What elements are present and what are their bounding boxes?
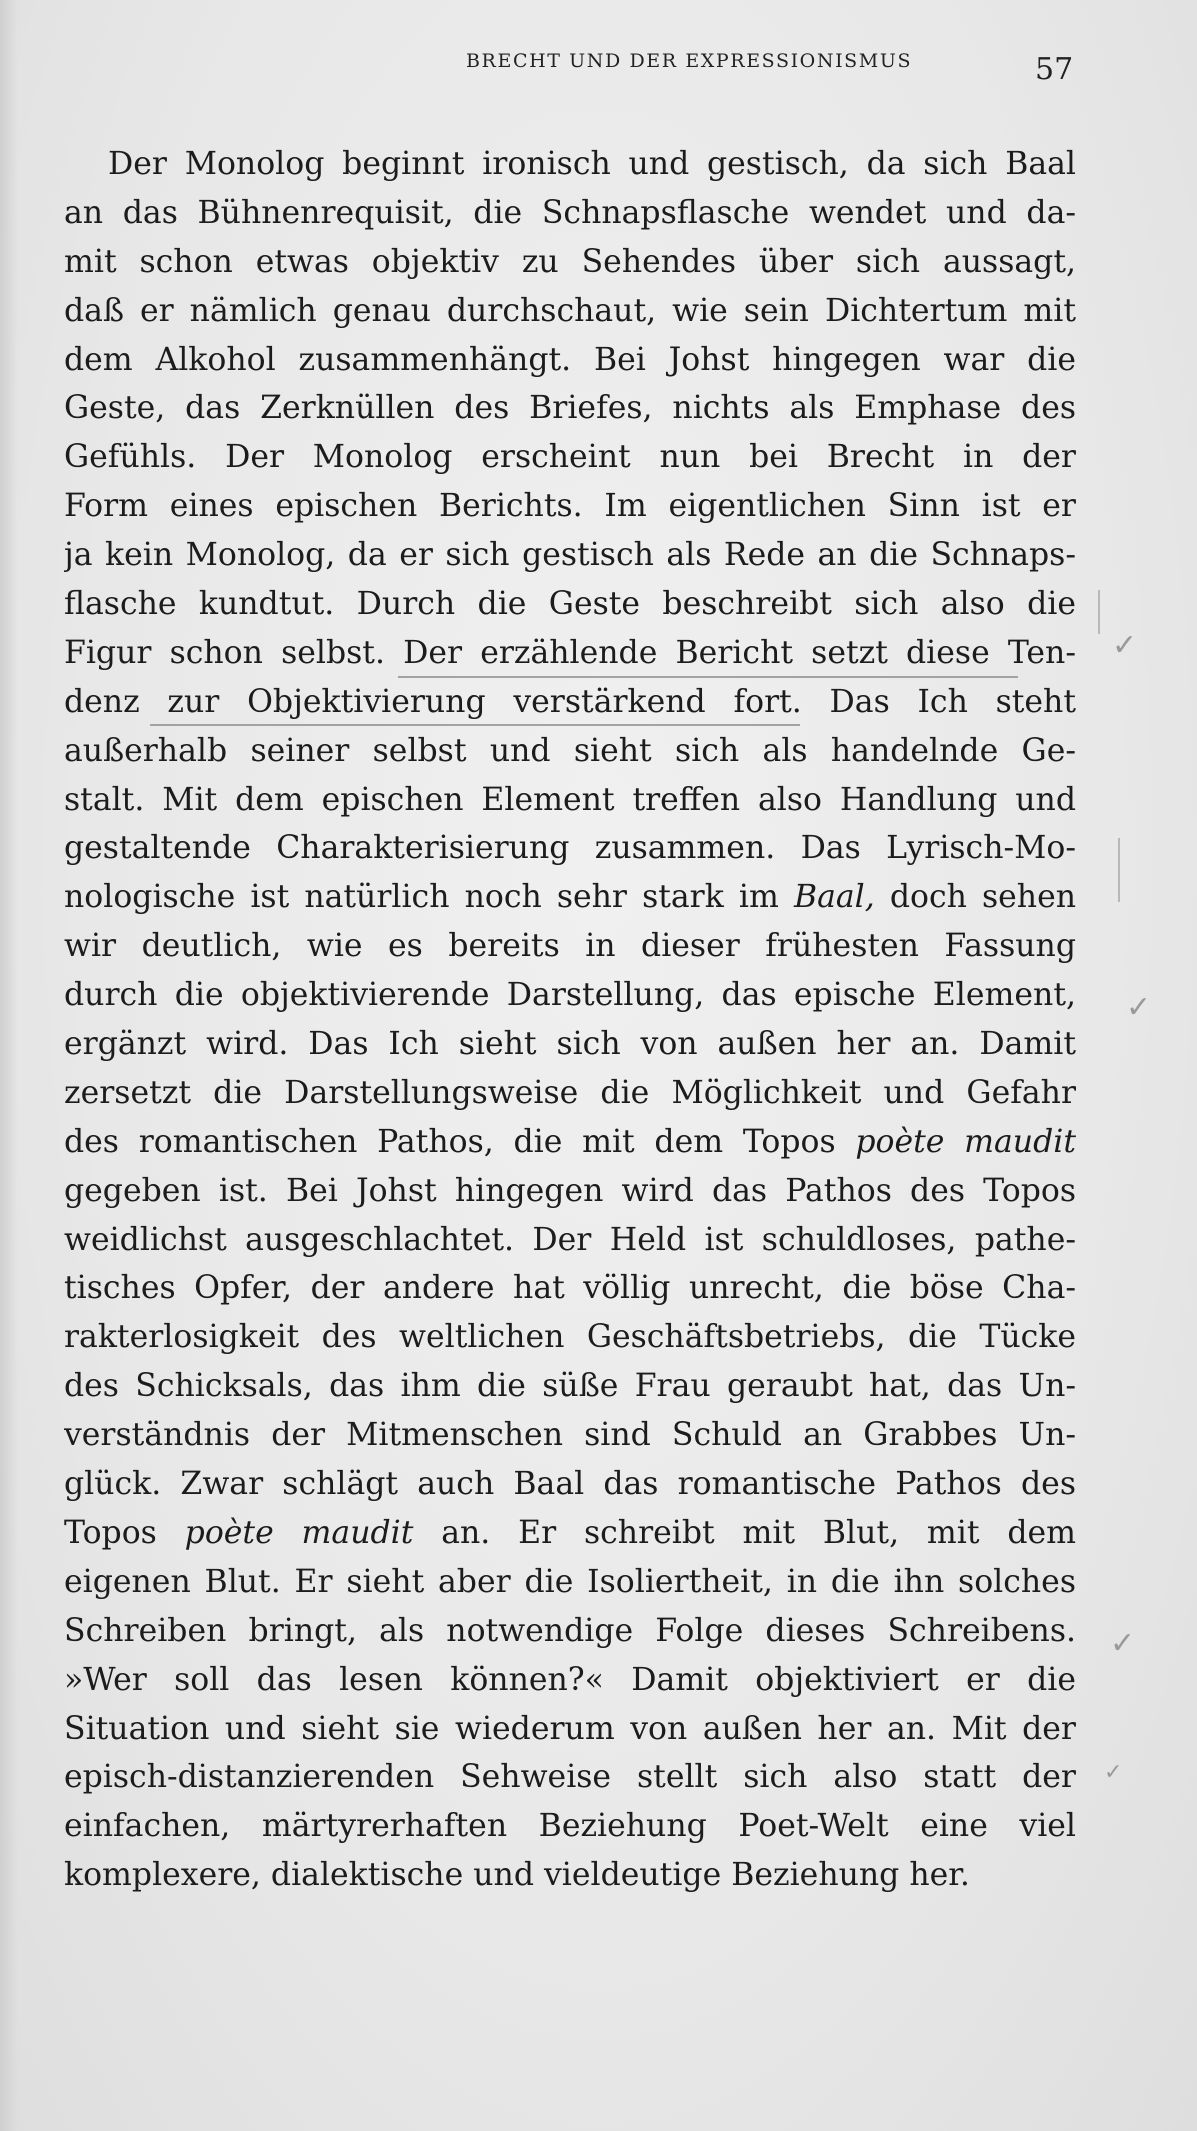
text-segment: nologische ist natürlich noch sehr stark im: [64, 879, 794, 916]
running-head: BRECHT UND DER EXPRESSIONISMUS: [466, 50, 913, 72]
page-number: 57: [1035, 52, 1074, 87]
text-line: [64, 1509, 1076, 1558]
margin-line: [1098, 590, 1100, 634]
text-line: tisches Opfer, der andere hat völlig unrecht, die böse Cha-: [64, 1270, 1076, 1307]
margin-check-mark: ✓: [1112, 628, 1138, 663]
text-segment: an. Er schreibt mit Blut, mit dem: [413, 1514, 1076, 1551]
text-line: außerhalb seiner selbst und sieht sich als handelnde Ge-: [64, 732, 1076, 769]
italic-term: poète maudit: [184, 1514, 414, 1551]
text-line: stalt. Mit dem epischen Element treffen also Handlung und: [64, 781, 1076, 818]
text-line: gegeben ist. Bei Johst hingegen wird das Pathos des Topos: [64, 1172, 1076, 1209]
margin-check-mark: ✓: [1104, 1760, 1123, 1785]
text-line: Gefühls. Der Monolog erscheint nun bei Brecht in der: [64, 439, 1076, 476]
margin-line: [1118, 838, 1120, 902]
text-line: ja kein Monolog, da er sich gestisch als Rede an die Schnaps-: [64, 537, 1076, 574]
text-line: an das Bühnenrequisit, die Schnapsflasche wendet und da-: [64, 194, 1076, 231]
text-line: daß er nämlich genau durchschaut, wie sein Dichtertum mit: [64, 292, 1076, 329]
text-line: episch-distanzierenden Sehweise stellt sich also statt der: [64, 1759, 1076, 1796]
text-line: Der Monolog beginnt ironisch und gestisch, da sich Baal: [108, 146, 1076, 182]
text-segment: Topos: [64, 1514, 185, 1551]
text-line: Geste, das Zerknüllen des Briefes, nichts als Emphase des: [64, 390, 1076, 427]
margin-check-mark: ✓: [1126, 990, 1152, 1025]
text-line: [64, 873, 1076, 922]
text-segment: doch sehen: [874, 879, 1076, 916]
text-line: »Wer soll das lesen können?« Damit objektiviert er die: [64, 1661, 1076, 1698]
text-line: Figur schon selbst. Der erzählende Bericht setzt diese Ten-: [64, 634, 1076, 671]
pencil-underline: [398, 676, 1018, 678]
italic-term: Baal,: [793, 879, 875, 916]
text-line: durch die objektivierende Darstellung, das epische Element,: [64, 977, 1076, 1014]
body-text: [64, 140, 1076, 1900]
text-line: Form eines epischen Berichts. Im eigentlichen Sinn ist er: [64, 488, 1076, 525]
text-line: glück. Zwar schlägt auch Baal das romantische Pathos des: [64, 1466, 1076, 1503]
text-line: zersetzt die Darstellungsweise die Möglichkeit und Gefahr: [64, 1074, 1076, 1111]
text-line: wir deutlich, wie es bereits in dieser frühesten Fassung: [64, 928, 1076, 965]
text-line: Schreiben bringt, als notwendige Folge dieses Schreibens.: [64, 1612, 1076, 1649]
text-line: denz zur Objektivierung verstärkend fort. Das Ich steht: [64, 683, 1076, 720]
text-line: eigenen Blut. Er sieht aber die Isoliertheit, in die ihn solches: [64, 1563, 1076, 1600]
text-line: rakterlosigkeit des weltlichen Geschäftsbetriebs, die Tücke: [64, 1319, 1076, 1356]
text-line: komplexere, dialektische und vieldeutige Beziehung her.: [64, 1857, 970, 1894]
text-line: verständnis der Mitmenschen sind Schuld an Grabbes Un-: [64, 1417, 1076, 1454]
text-line: des Schicksals, das ihm die süße Frau geraubt hat, das Un-: [64, 1368, 1076, 1405]
text-line: [64, 1118, 1076, 1167]
text-segment: des romantischen Pathos, die mit dem Topos: [64, 1123, 856, 1160]
italic-term: poète maudit: [855, 1123, 1076, 1160]
text-line: weidlichst ausgeschlachtet. Der Held ist schuldloses, pathe-: [64, 1221, 1076, 1258]
text-line: Situation und sieht sie wiederum von außen her an. Mit der: [64, 1710, 1076, 1747]
text-line: dem Alkohol zusammenhängt. Bei Johst hingegen war die: [64, 341, 1076, 378]
margin-check-mark: ✓: [1110, 1626, 1136, 1661]
text-line: einfachen, märtyrerhaften Beziehung Poet-Welt eine viel: [64, 1808, 1076, 1845]
text-line: gestaltende Charakterisierung zusammen. Das Lyrisch-Mo-: [64, 830, 1076, 867]
text-line: flasche kundtut. Durch die Geste beschreibt sich also die: [64, 586, 1076, 623]
pencil-underline: [150, 724, 800, 726]
page-gutter-shadow: [0, 0, 18, 2131]
text-line: mit schon etwas objektiv zu Sehendes über sich aussagt,: [64, 243, 1076, 280]
text-line: ergänzt wird. Das Ich sieht sich von außen her an. Damit: [64, 1026, 1076, 1063]
